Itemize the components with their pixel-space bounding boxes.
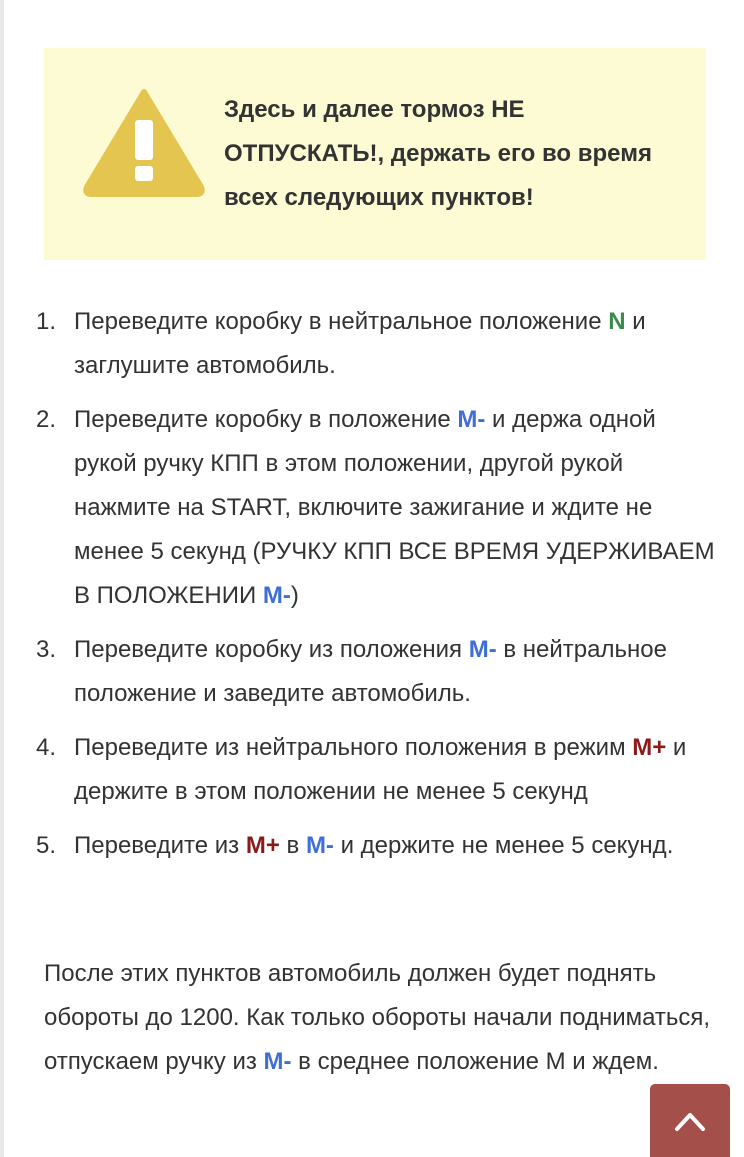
gear-key-m-minus: M- [305,832,334,859]
step-number: 3. [36,636,57,663]
step-item [36,398,716,618]
gear-key-m-minus: M- [262,582,291,609]
instruction-steps-list [36,300,716,878]
step-number: 4. [36,734,57,761]
text-segment: Переведите коробку в положение [74,406,458,433]
text-segment: ) [290,582,299,609]
text-segment: и держите в этом положении не менее 5 секунд [74,734,687,805]
gear-key-m-plus: M+ [632,734,667,761]
gear-key-m-minus: M- [263,1048,292,1075]
gear-key-m-minus: M- [457,406,486,433]
text-segment: и держа одной рукой ручку КПП в этом положении, другой рукой нажмите на START, включите зажигание и ждите не менее 5 секунд (РУЧКУ КПП ВСЕ ВРЕМЯ УДЕРЖИВАЕМ В ПОЛОЖЕНИИ [74,406,715,609]
gear-key-m-minus: M- [468,636,497,663]
step-item [36,726,716,814]
scroll-to-top-button[interactable] [650,1084,730,1157]
text-segment: Переведите коробку из положения [74,636,469,663]
step-text [74,628,716,716]
warning-callout [44,48,706,260]
chevron-up-icon [674,1110,706,1132]
text-segment: Переведите из [74,832,246,859]
text-segment: Переведите коробку в нейтральное положение [74,308,609,335]
text-segment: и заглушите автомобиль. [74,308,646,379]
step-text [74,398,716,618]
gear-key-m-plus: M+ [245,832,280,859]
step-number: 5. [36,832,57,859]
step-number: 2. [36,406,57,433]
step-item [36,300,716,388]
text-segment: в нейтральное положение и заведите автомобиль. [74,636,667,707]
warning-text: Здесь и далее тормоз НЕ ОТПУСКАТЬ!, держать его во время всех следующих пунктов! [224,96,652,211]
text-segment: Переведите из нейтрального положения в режим [74,734,633,761]
warning-triangle-icon [82,86,206,198]
after-steps-paragraph [44,952,714,1084]
step-text [74,726,716,814]
text-segment: После этих пунктов автомобиль должен будет поднять обороты до 1200. Как только обороты начали подниматься, отпускаем ручку из [44,960,711,1075]
text-segment: в среднее положение М и ждем. [291,1048,659,1075]
step-number: 1. [36,308,57,335]
step-text [74,824,716,868]
text-segment: в [279,832,306,859]
step-text [74,300,716,388]
left-border [0,0,4,1157]
step-item [36,824,716,868]
gear-key-neutral: N [608,308,626,335]
step-item [36,628,716,716]
text-segment: и держите не менее 5 секунд. [333,832,674,859]
